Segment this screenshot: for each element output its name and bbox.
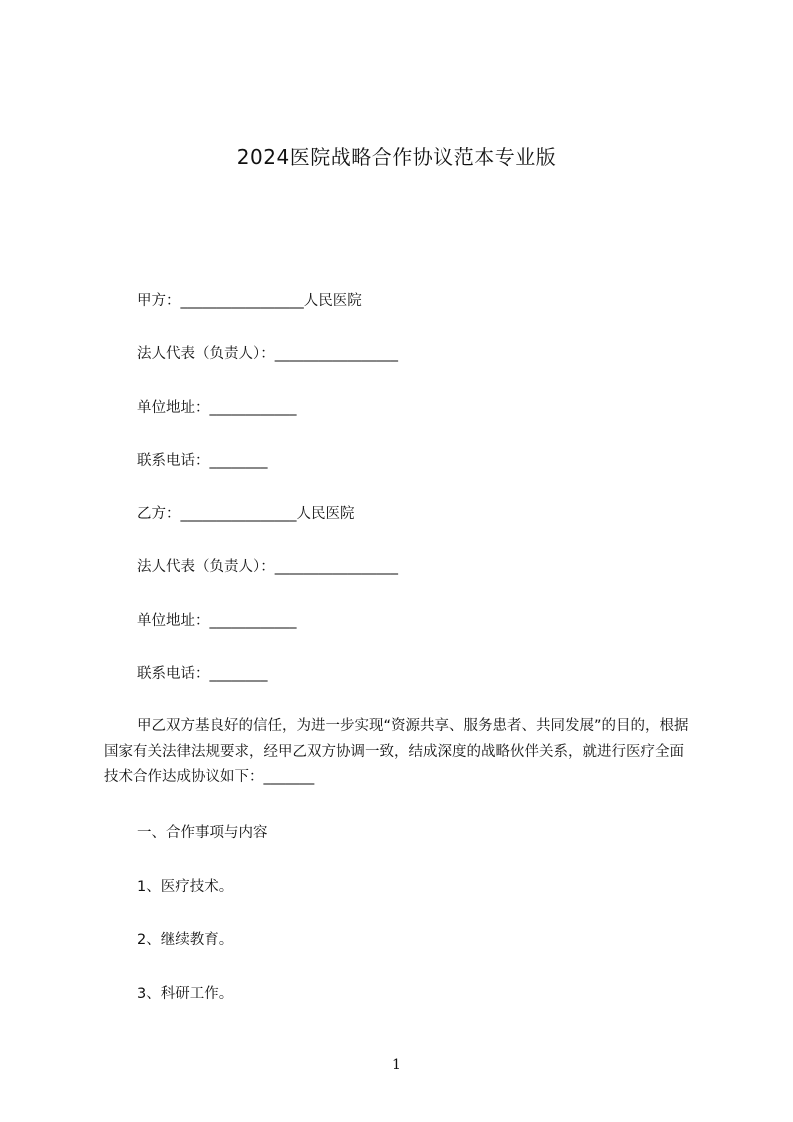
page-number: 1	[392, 1057, 401, 1073]
party-b-phone-line: 联系电话：________	[137, 666, 268, 682]
party-a-legal-rep-line: 法人代表（负责人）：_________________	[137, 346, 398, 362]
preamble-paragraph: 甲乙双方基良好的信任，为进一步实现“资源共享、服务患者、共同发展”的目的，根据国家有关法律法规要求，经甲乙双方协调一致，结成深度的战略伙伴关系，就进行医疗全面技术合作达成协议如下：_______	[104, 718, 689, 785]
section-1-heading: 一、合作事项与内容	[137, 825, 268, 841]
document-title: 2024医院战略合作协议范本专业版	[236, 145, 557, 169]
party-a-address-line: 单位地址：____________	[137, 400, 297, 416]
list-item-3: 3、科研工作。	[137, 986, 234, 1002]
party-a-phone-line: 联系电话：________	[137, 453, 268, 469]
list-item-2: 2、继续教育。	[137, 932, 234, 948]
party-b-address-line: 单位地址：____________	[137, 613, 297, 629]
party-b-legal-rep-line: 法人代表（负责人）：_________________	[137, 559, 398, 575]
party-b-name-line: 乙方：________________人民医院	[137, 506, 355, 522]
list-item-1: 1、医疗技术。	[137, 879, 234, 895]
party-a-name-line: 甲方：_________________人民医院	[137, 293, 362, 309]
